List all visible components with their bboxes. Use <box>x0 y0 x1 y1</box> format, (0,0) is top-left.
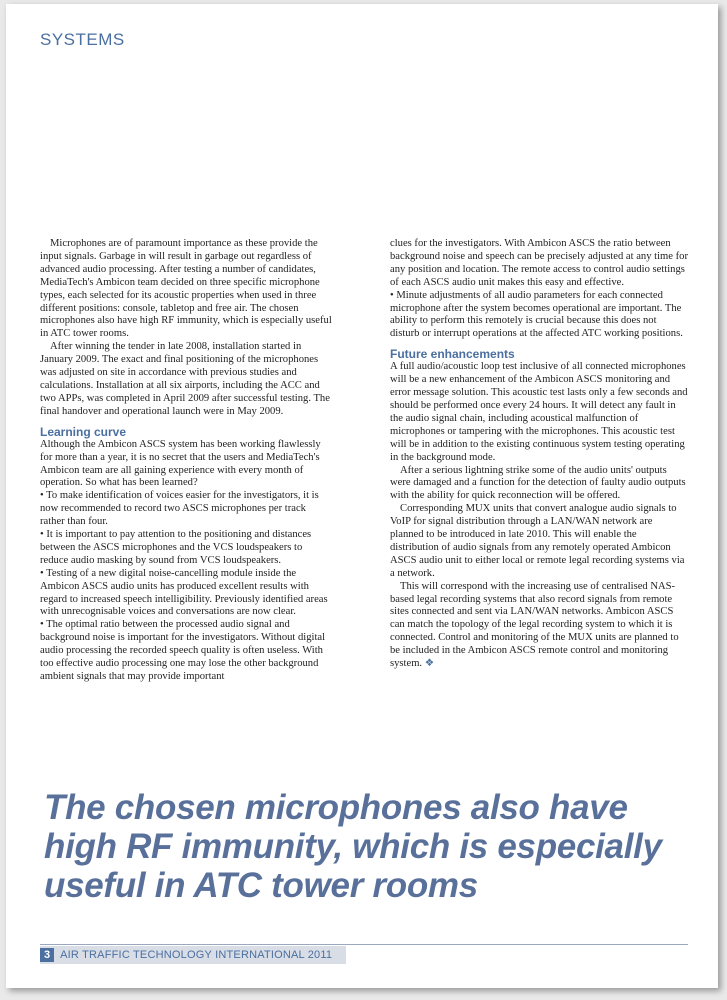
bullet-paragraph: • To make identification of voices easier for the investigators, it is now recommended to record two ASCS microphones per track rather than four. <box>40 490 319 528</box>
subheading-future-enhancements: Future enhancements <box>390 347 515 362</box>
publication-name: AIR TRAFFIC TECHNOLOGY INTERNATIONAL 2011 <box>60 949 333 961</box>
article-column-right <box>390 238 688 671</box>
paragraph: A full audio/acoustic loop test inclusive of all connected microphones will be a new enhancement of the Ambicon ASCS monitoring and error message solution. This acoustic test lasts only a few seconds and should be performed once every 24 hours. It will detect any fault in the audio signal chain, including acoustical malfunction of microphones or tampering with the microphones. This acoustic test will be in addition to the existing continuous system testing operating in the background mode. <box>390 361 688 463</box>
paragraph: After a serious lightning strike some of the audio units' outputs were damaged and a function for the detection of faulty audio outputs with the ability for quick reconnection will be offered. <box>390 464 686 502</box>
paragraph <box>390 581 688 671</box>
paragraph: After winning the tender in late 2008, installation started in January 2009. The exact and final positioning of the microphones was adjusted on site in accordance with previous studies and calculations. Installation at all six airports, including the ACC and two APPs, was completed in April 2009 after successful testing. The final handover and operational launch were in May 2009. <box>40 341 330 417</box>
end-mark-icon: ❖ <box>424 658 435 670</box>
page-footer <box>40 946 346 964</box>
page-number: 3 <box>40 948 54 962</box>
bullet-paragraph: • Testing of a new digital noise-cancelling module inside the Ambicon ASCS audio units has produced excellent results with regard to increased speech intelligibility. Previously identified areas with unrecognisable voices and conversations are now clear. <box>40 567 328 618</box>
paragraph: Corresponding MUX units that convert analogue audio signals to VoIP for signal distribution through a LAN/WAN network are planned to be introduced in late 2010. This will enable the distribution of audio signals from any remotely operated Ambicon ASCS audio unit to either local or remote legal recording systems via a network. <box>390 503 685 579</box>
paragraph: clues for the investigators. With Ambicon ASCS the ratio between background noise and speech can be precisely adjusted at any time for any position and location. The remote access to control audio settings of each ASCS audio unit makes this easy and effective. <box>390 238 688 288</box>
bullet-paragraph: • It is important to pay attention to the positioning and distances between the ASCS microphones and the VCS loudspeakers to reduce audio masking by sound from VCS loudspeakers. <box>40 529 312 566</box>
footer-divider <box>40 944 688 945</box>
magazine-page <box>6 4 718 988</box>
subheading-learning-curve: Learning curve <box>40 424 127 439</box>
paragraph: Microphones are of paramount importance as these provide the input signals. Garbage in will result in garbage out regardless of advanced audio processing. After testing a number of candidates, MediaTech's Ambicon team decided on three specific microphone types, each selected for its acoustic properties when used in three different positions: console, tabletop and free air. The chosen microphones also have high RF immunity, which is especially useful in ATC tower rooms. <box>40 238 332 340</box>
bullet-paragraph: • Minute adjustments of all audio parameters for each connected microphone after the system becomes operational are important. The ability to perform this remotely is crucial because this does not disturb or interrupt operations at the affected ATC working positions. <box>390 289 683 340</box>
paragraph: Although the Ambicon ASCS system has been working flawlessly for more than a year, it is no secret that the users and MediaTech's Ambicon team are all gaining experience with every month of operation. So what has been learned? <box>40 438 321 489</box>
paragraph-text: This will correspond with the increasing use of centralised NAS-based legal recording systems that also record signals from remote sites connected and sent via LAN/WAN networks. Ambicon ASCS can match the topology of the legal recording system to which it is connected. Control and monitoring of the MUX units are planned to be included in the Ambicon ASCS remote control and monitoring system. <box>390 580 679 670</box>
pull-quote: The chosen microphones also have high RF immunity, which is especially useful in ATC tower rooms <box>44 788 662 905</box>
article-column-left <box>40 238 333 684</box>
section-label: SYSTEMS <box>40 30 125 49</box>
bullet-paragraph: • The optimal ratio between the processed audio signal and background noise is important for the investigators. Without digital audio processing the recorded speech quality is often useless. With too effective audio processing one may lose the other background ambient signals that may provide important <box>40 619 326 682</box>
